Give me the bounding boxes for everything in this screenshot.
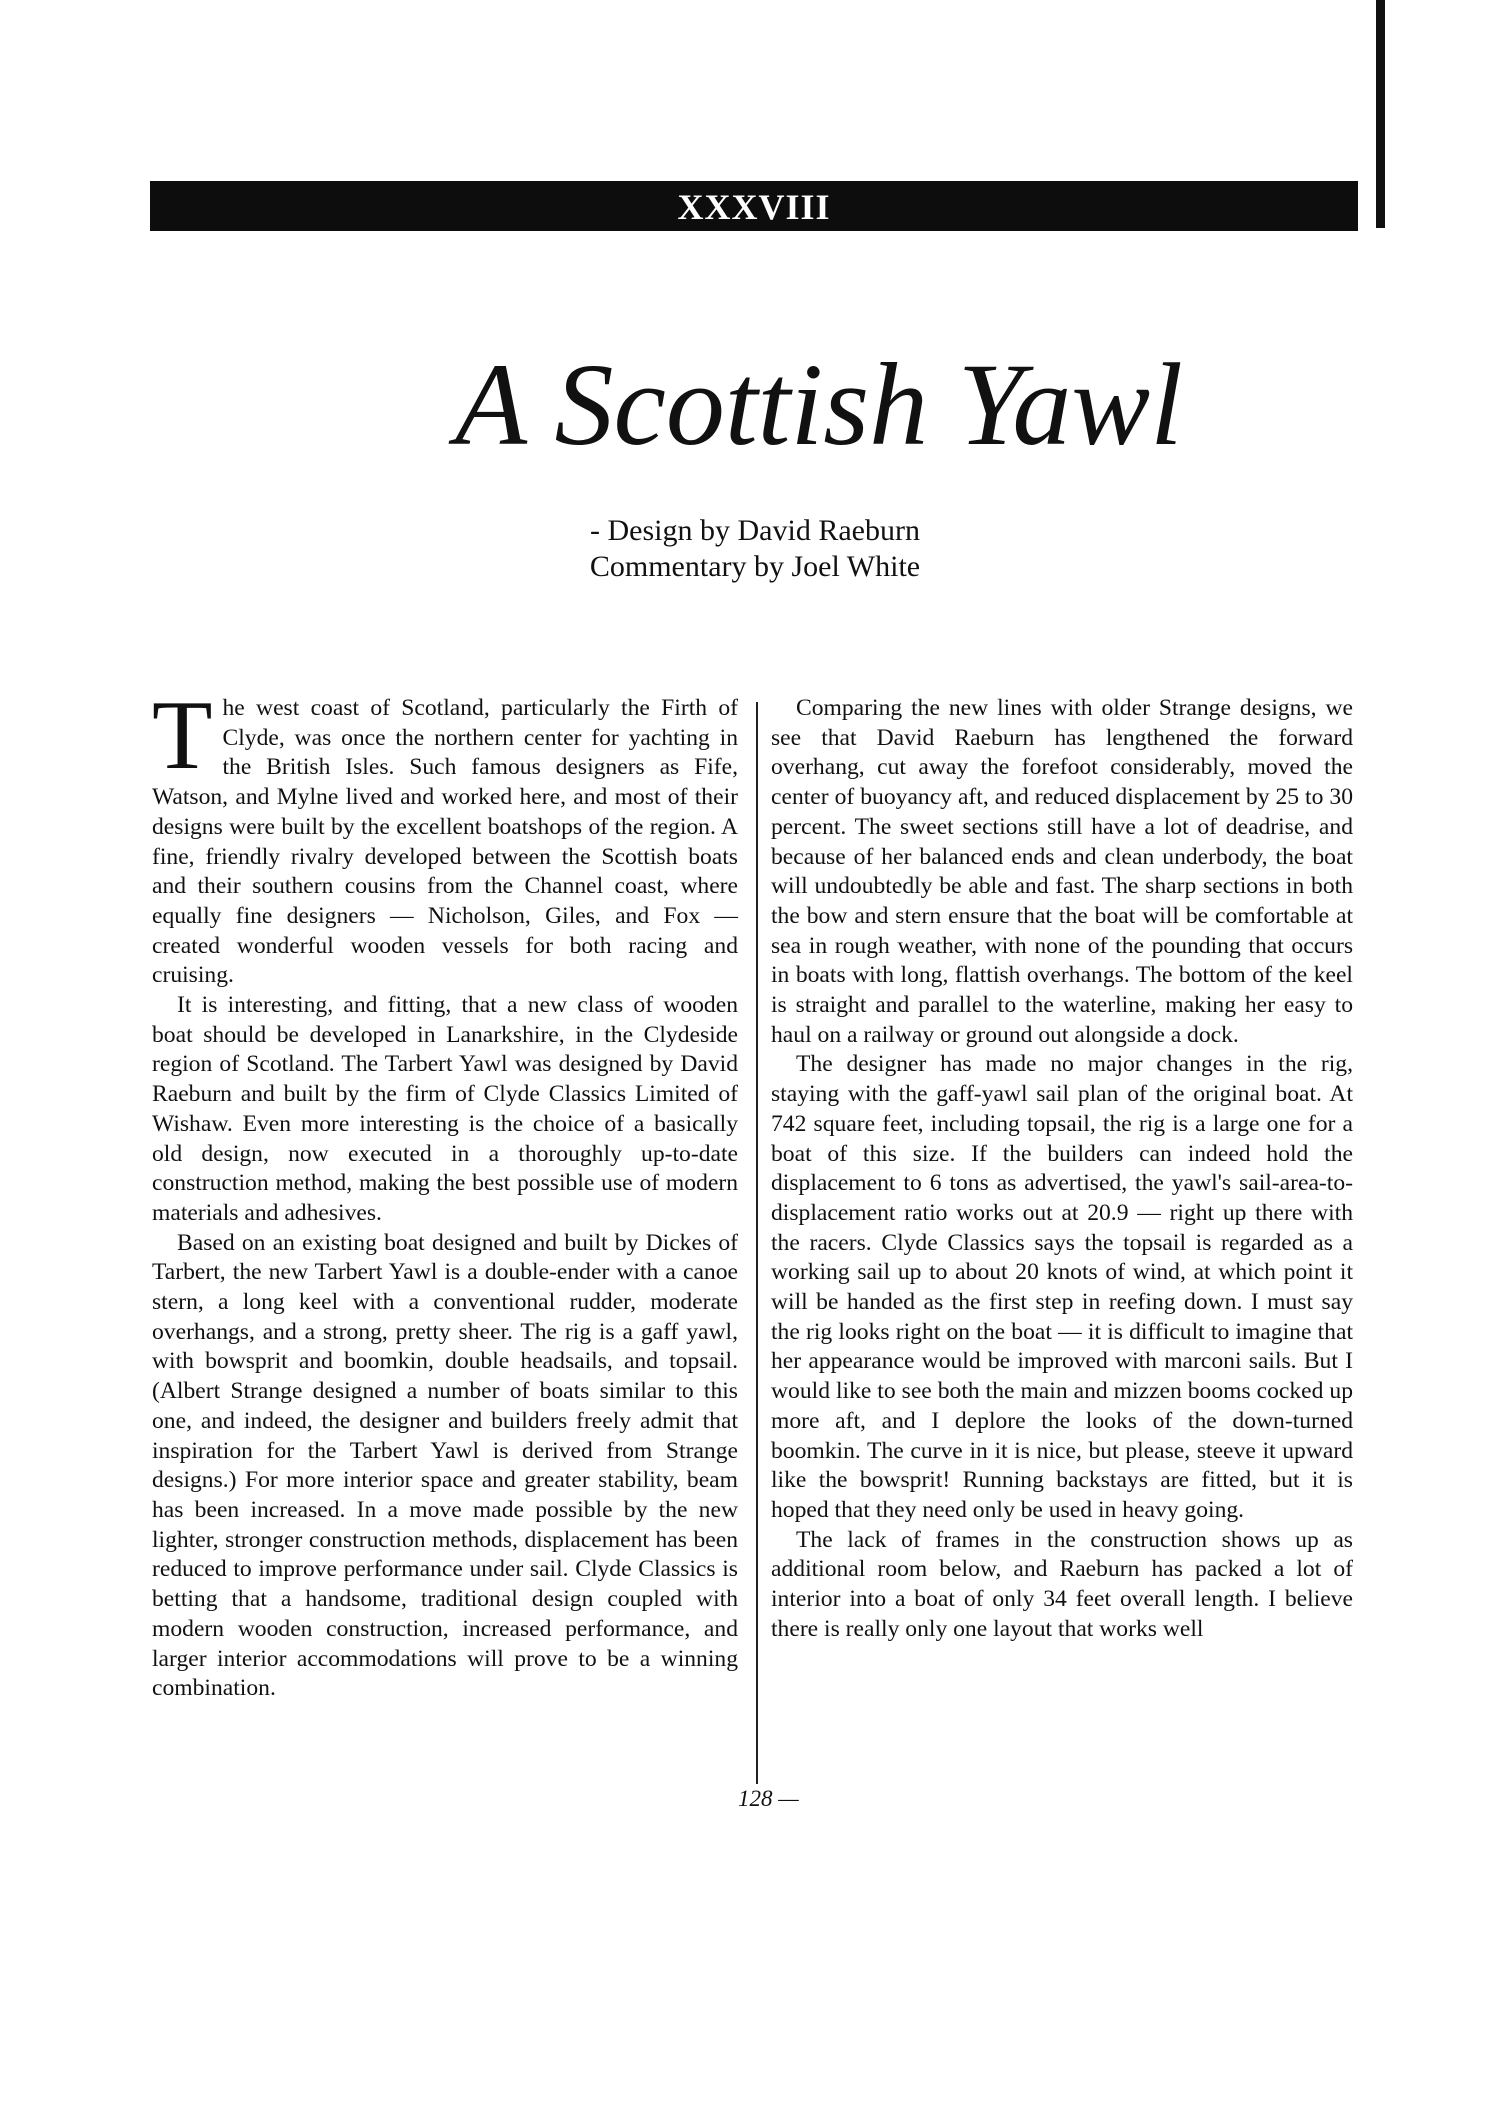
column-divider [756,702,758,1784]
byline [540,513,970,585]
paragraph-text: he west coast of Scotland, particularly the Firth of Clyde, was once the northern center for yachting in the British Isles. Such famous designers as Fife, Watson, and Mylne lived and worked here, and most of their designs were built by the excellent boatshops of the region. A fine, friendly rivalry developed between the Scottish boats and their southern cousins from the Channel coast, where equally fine designers — Nicholson, Giles, and Fox — created wonderful wooden vessels for both racing and cruising. [152,695,738,989]
paragraph: It is interesting, and fitting, that a new class of wooden boat should be developed in Lanarkshire, in the Clydeside region of Scotland. The Tarbert Yawl was designed by David Raeburn and built by the firm of Clyde Classics Limited of Wishaw. Even more interesting is the choice of a basically old design, now executed in a thoroughly up-to-date construction method, making the best possible use of modern materials and adhesives. [152,992,738,1226]
drop-cap: T [152,681,213,790]
chapter-number: XXXVIII [677,187,831,227]
article-title: A Scottish Yawl [455,339,1183,470]
design-credit: - Design by David Raeburn [590,514,920,547]
page-number: 128 — [738,1786,799,1811]
paragraph: The designer has made no major changes in the rig, staying with the gaff-yawl sail plan of the original boat. At 742 square feet, including topsail, the rig is a large one for a boat of this size. If the builders can indeed hold the displacement to 6 tons as advertised, the yawl's sail-area-to-displacement ratio works out at 20.9 — right up there with the racers. Clyde Classics says the topsail is regarded as a working sail up to about 20 knots of wind, at which point it will be handed as the first step in reefing down. I must say the rig looks right on the boat — it is difficult to imagine that her appearance would be improved with marconi sails. But I would like to see both the main and mizzen booms cocked up more aft, and I deplore the looks of the down-turned boomkin. The curve in it is nice, but please, steeve it upward like the bowsprit! Running backstays are fitted, but it is hoped that they need only be used in heavy going. [771,1051,1353,1523]
paragraph: Comparing the new lines with older Strange designs, we see that David Raeburn has lengthened the forward overhang, cut away the forefoot considerably, moved the center of buoyancy aft, and reduced displacement by 25 to 30 percent. The sweet sections still have a lot of deadrise, and because of her balanced ends and clean underbody, the boat will undoubtedly be able and fast. The sharp sections in both the bow and stern ensure that the boat will be comfortable at sea in rough weather, with none of the pounding that occurs in boats with long, flattish overhangs. The bottom of the keel is straight and parallel to the waterline, making her easy to haul on a railway or ground out alongside a dock. [771,695,1353,1048]
chapter-header-band [150,181,1358,231]
paragraph [152,681,738,991]
left-text-column [152,681,738,1704]
page-edge-marker [1376,0,1385,228]
commentary-credit: Commentary by Joel White [589,550,921,583]
paragraph: The lack of frames in the construction shows up as additional room below, and Raeburn has packed a lot of interior into a boat of only 34 feet overall length. I believe there is really only one layout that works well [771,1526,1353,1642]
paragraph: Based on an existing boat designed and built by Dickes of Tarbert, the new Tarbert Yawl is a double-ender with a canoe stern, a long keel with a conventional rudder, moderate overhangs, and a strong, pretty sheer. The rig is a gaff yawl, with bowsprit and boomkin, double headsails, and topsail. (Albert Strange designed a number of boats similar to this one, and indeed, the designer and builders freely admit that inspiration for the Tarbert Yawl is derived from Strange designs.) For more interior space and greater stability, beam has been increased. In a move made possible by the new lighter, stronger construction methods, displacement has been reduced to improve performance under sail. Clyde Classics is betting that a handsome, traditional design coupled with modern wooden construction, increased performance, and larger interior accommodations will prove to be a winning combination. [152,1229,738,1702]
right-text-column [771,694,1353,1645]
